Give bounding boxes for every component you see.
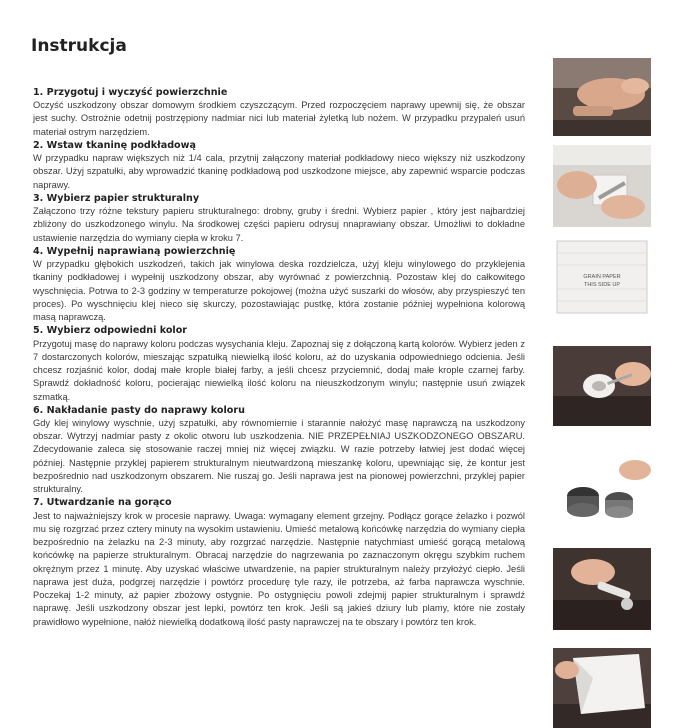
step-3 (33, 192, 525, 245)
step-4 (33, 245, 525, 324)
step-heading: 5. Wybierz odpowiedni kolor (33, 325, 188, 337)
step-7 (33, 496, 525, 628)
step-heading: 6. Nakładanie pasty do naprawy koloru (33, 404, 245, 416)
photo-heat-tool-icon (553, 548, 651, 630)
step-heading: 2. Wstaw tkaninę podkładową (33, 139, 196, 151)
step-5 (33, 324, 525, 403)
step-2 (33, 139, 525, 192)
step-heading: 4. Wypełnij naprawianą powierzchnię (33, 245, 236, 257)
step-text: Przygotuj masę do naprawy koloru podczas wysychania kleju. Zapoznaj się z dołączoną kartą kolorów. Wybierz jeden z 7 dostarczonych kolorów, mieszając szpatułką niewielką ilość koloru, aż do uzyskania odpowiedniego odcienia. Jeśli chcesz rozjaśnić kolor, dodaj małe krople białej farby, a jeśli chcesz przyciemnić, dodaj małe krople czarnej farby. Sprawdź dokładność koloru, pocierając niewielką ilość koloru na nieuszkodzonym winylu; następnie usuń związek szmatką. (33, 338, 525, 402)
step-text: Załączono trzy różne tekstury papieru strukturalnego: drobny, gruby i średni. Wybierz papier , który jest najbardziej zbliżony do uszkodzonego winylu. Na środkowej części papieru odrysuj nnaprawiany obszar. Umożliwi to dokładne ustawienie narzędzia do wymiany ciepła w kroku 7. (33, 206, 525, 243)
instructions-list (33, 86, 525, 629)
step-heading: 3. Wybierz papier strukturalny (33, 192, 200, 204)
photo-cleaning-surface-icon (553, 58, 651, 136)
paper-label: GRAIN PAPER (583, 274, 621, 280)
step-text: Gdy klej winylowy wyschnie, użyj szpatułki, aby równomiernie i starannie nałożyć masę naprawczą na uszkodzony obszar. Wytrzyj nadmiar pasty z okolic otworu lub uszkodzenia. NIE PRZEPEŁNIAJ USZKODZONEGO OBSZARU. Zdecydowanie zaleca się stosowanie raczej mniej niż więcej związku. W razie potrzeby łatwiej jest dodać więcej później. Następnie przyklej papierem strukturalnym nieutwardzoną mieszankę koloru, upewniając się, że kontur jest bezpośrednio nad uszkodzonym obszarem. Nie ruszaj go. Jeśli naprawa jest na pionowej powierzchni, przyklej papier strukturalny. (33, 417, 525, 495)
photo-peeling-paper-icon (553, 648, 651, 728)
step-text: W przypadku napraw większych niż 1/4 cala, przytnij załączony materiał podkładowy nieco większy niż uszkodzony obszar. Użyj szpatułki, aby wprowadzić tkaninę podkładową pod uszkodzone miejsce, aby zapewnić wsparcie podczas naprawy. (33, 153, 525, 190)
photo-color-paste-jars-icon (553, 450, 651, 532)
page-title: Instrukcja (31, 36, 127, 56)
step-text: Jest to najważniejszy krok w procesie naprawy. Uwaga: wymagany element grzejny. Podłącz gorące żelazko i pozwól mu się rozgrzać przez cztery minuty na wysokim ustawieniu. Umieść metalową końcówkę narzędzia do wymiany ciepła bezpośrednio na żelazku na 2-3 minuty, aby rozgrzać narzędzie. Następnie natychmiast umieść gorącą metalową końcówkę na papierze strukturalnym. Obracaj narzędzie do nagrzewania po zaznaczonym okręgu szybkim ruchem okrężnym przez 1 minutę. Aby uzyskać właściwe utwardzenie, na papier strukturalnym należy przyłożyć ciepło. Jeśli naprawa jest duża, podgrzej narzędzie i powtórz procedurę tyle razy, ile potrzeba, aż farba naprawcza wyschnie. Poczekaj 1-2 minuty, aż papier zbożowy ostygnie. Po ostygnięciu powoli zdejmij papier strukturalnym i sprawdź naprawę. Jeśli uszkodzony obszar jest lepki, powtórz ten krok. Jeśli są jakieś dziury lub plamy, które nie zostały prawidłowo wypełnione, nałóż niewielką dodatkową ilość pasty naprawczej na te obszary i powtórz ten krok. (33, 510, 525, 627)
step-1 (33, 86, 525, 139)
step-text: W przypadku głębokich uszkodzeń, takich jak winylowa deska rozdzielcza, użyj kleju winylowego do przyklejenia tkaniny podkładowej i wypełnij uszkodzony obszar, aby wyrównać z powierzchnią. Pozostaw klej do całkowitego wyschnięcia. Potrwa to 2-3 godziny w temperaturze pokojowej (można użyć suszarki do włosów, aby przyspieszyć ten proces). Po wyschnięciu klej nieco się skurczy, pozostawiając pustkę, która zostanie później wypełniona kolorową masą naprawczą. (33, 259, 525, 323)
step-heading: 1. Przygotuj i wyczyść powierzchnie (33, 87, 228, 98)
step-heading: 7. Utwardzanie na gorąco (33, 497, 172, 509)
photo-grain-paper-icon (553, 237, 651, 317)
photo-inserting-backing-fabric-icon (553, 145, 651, 227)
step-text: Oczyść uszkodzony obszar domowym środkiem czyszczącym. Przed rozpoczęciem naprawy upewnij się, że obszar jest suchy. Ostrożnie odetnij postrzępiony nadmiar nici lub materiał żyletką lub nożem. W przypadku przypaleń usuń materiał ostrym narzędziem. (33, 100, 525, 137)
paper-label: THIS SIDE UP (583, 282, 621, 288)
photo-mixing-colors-icon (553, 346, 651, 426)
step-6 (33, 404, 525, 497)
